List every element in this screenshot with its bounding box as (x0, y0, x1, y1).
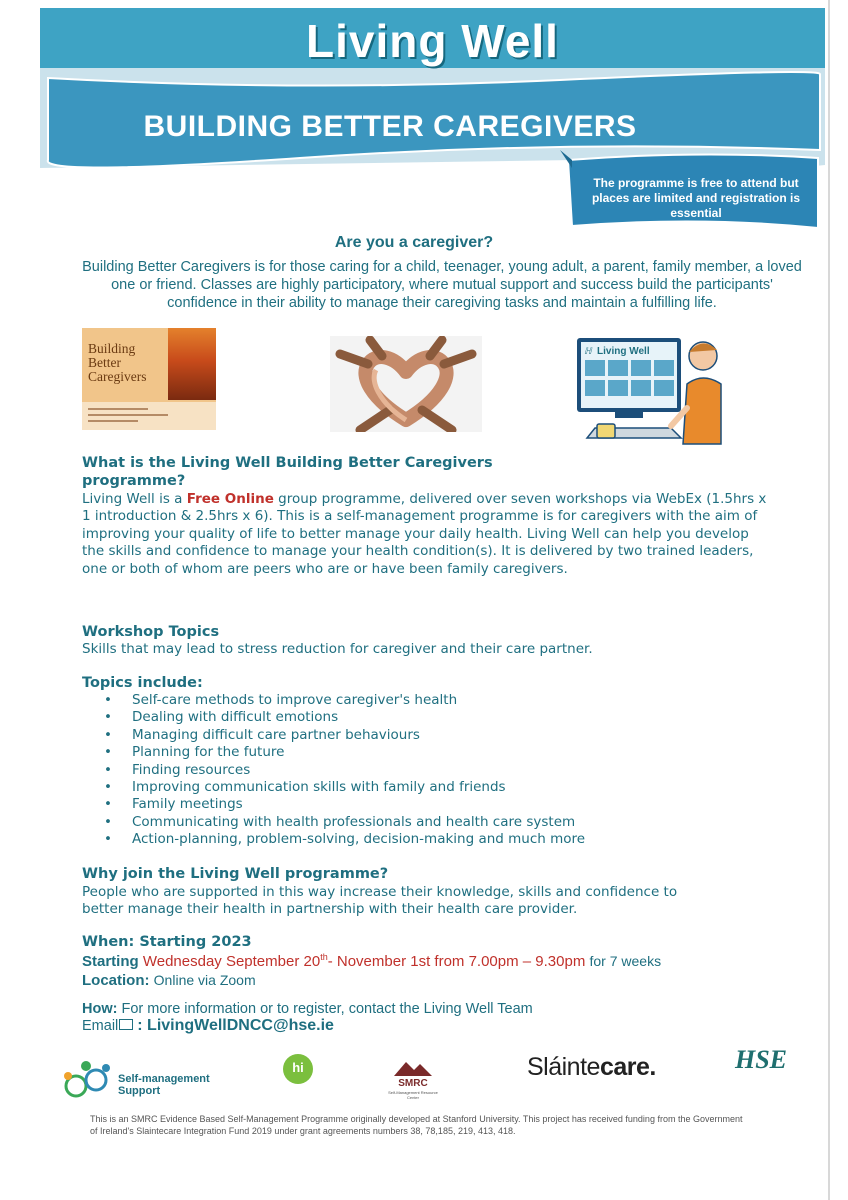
hse-logo: HSE (735, 1045, 788, 1074)
list-item: • Action-planning, problem-solving, decision-making and much more (104, 831, 585, 848)
people-icon (58, 1058, 118, 1102)
list-item: • Self-care methods to improve caregiver's health (104, 692, 585, 709)
topics-list (104, 692, 585, 849)
starting-line: Starting Wednesday September 20th- November 1st from 7.00pm – 9.30pm for 7 weeks (82, 952, 662, 970)
when-heading: When: Starting 2023 (82, 934, 252, 950)
footer-text: This is an SMRC Evidence Based Self-Management Programme originally developed at Stanford University. This project has received funding from the Government of Ireland's Slaintecare Integration Fund 2019 under grant agreements numbers 38, 78,185, 219, 413, 418. (90, 1114, 743, 1136)
slaintecare-logo: Sláintecare. (527, 1053, 656, 1081)
heart-hands-image (330, 336, 482, 432)
caregiver-heading: Are you a caregiver? (334, 234, 494, 251)
what-text: Living Well is a Free Online group programme, delivered over seven workshops via WebEx (1.5hrs x 1 introduction & 2.5hrs x 6). This is a self-management programme is for caregivers with the aim of improving your quality of life to better manage your daily health. Living Well can help you develop the skills and confidence to manage your health condition(s). It is delivered by two trained leaders, one or both of whom are peers who are or have been family caregivers. (82, 491, 767, 577)
screen-logo-text: Living Well (597, 346, 650, 357)
workshop-heading: Workshop Topics (82, 624, 220, 640)
list-item: • Dealing with difficult emotions (104, 709, 585, 726)
hi-logo: hi (283, 1054, 313, 1084)
date-text: Wednesday September 20th- November 1st from 7.00pm – 9.30pm (142, 952, 586, 970)
email-link[interactable]: : LivingWellDNCC@hse.ie (137, 1017, 334, 1034)
list-item: • Managing difficult care partner behaviours (104, 727, 585, 744)
smrc-logo: SMRC Self-Management Resource Center (390, 1058, 436, 1102)
how-line: How: For more information or to register, contact the Living Well Team (82, 1001, 533, 1017)
list-item: • Improving communication skills with family and friends (104, 779, 585, 796)
computer-illustration (575, 334, 723, 446)
free-online-highlight: Free Online (186, 491, 274, 507)
svg-text:ℍ: ℍ (584, 346, 592, 356)
envelope-icon (119, 1019, 133, 1030)
workshop-text: Skills that may lead to stress reduction for caregiver and their care partner. (82, 641, 593, 657)
mountain-icon (390, 1058, 436, 1078)
registration-note: The programme is free to attend but places are limited and registration is essential (591, 176, 801, 220)
location-line: Location: Online via Zoom (82, 972, 256, 989)
why-heading: Why join the Living Well programme? (82, 866, 389, 882)
what-heading: What is the Living Well Building Better Caregivers programme? (82, 455, 493, 489)
list-item: • Family meetings (104, 796, 585, 813)
book-title: Building Better Caregivers (88, 341, 147, 384)
book-cover-image (82, 328, 216, 430)
topics-heading: Topics include: (82, 675, 203, 691)
banner-subtitle: BUILDING BETTER CAREGIVERS (143, 110, 637, 143)
banner-title: Living Well (306, 15, 559, 67)
list-item: • Planning for the future (104, 744, 585, 761)
email-line: Email : LivingWellDNCC@hse.ie (82, 1017, 334, 1034)
self-management-logo: Self-management Support (58, 1058, 238, 1102)
list-item: • Communicating with health professionals and health care system (104, 814, 585, 831)
why-text: People who are supported in this way increase their knowledge, skills and confidence to better manage their health in partnership with their health care provider. (82, 884, 678, 918)
intro-text: Building Better Caregivers is for those caring for a child, teenager, young adult, a parent, family member, a loved one or friend. Classes are highly participatory, where mutual support and success build the participants' confidence in their ability to manage their caregiving tasks and maintain a fulfilling life. (82, 259, 802, 311)
list-item: • Finding resources (104, 762, 585, 779)
